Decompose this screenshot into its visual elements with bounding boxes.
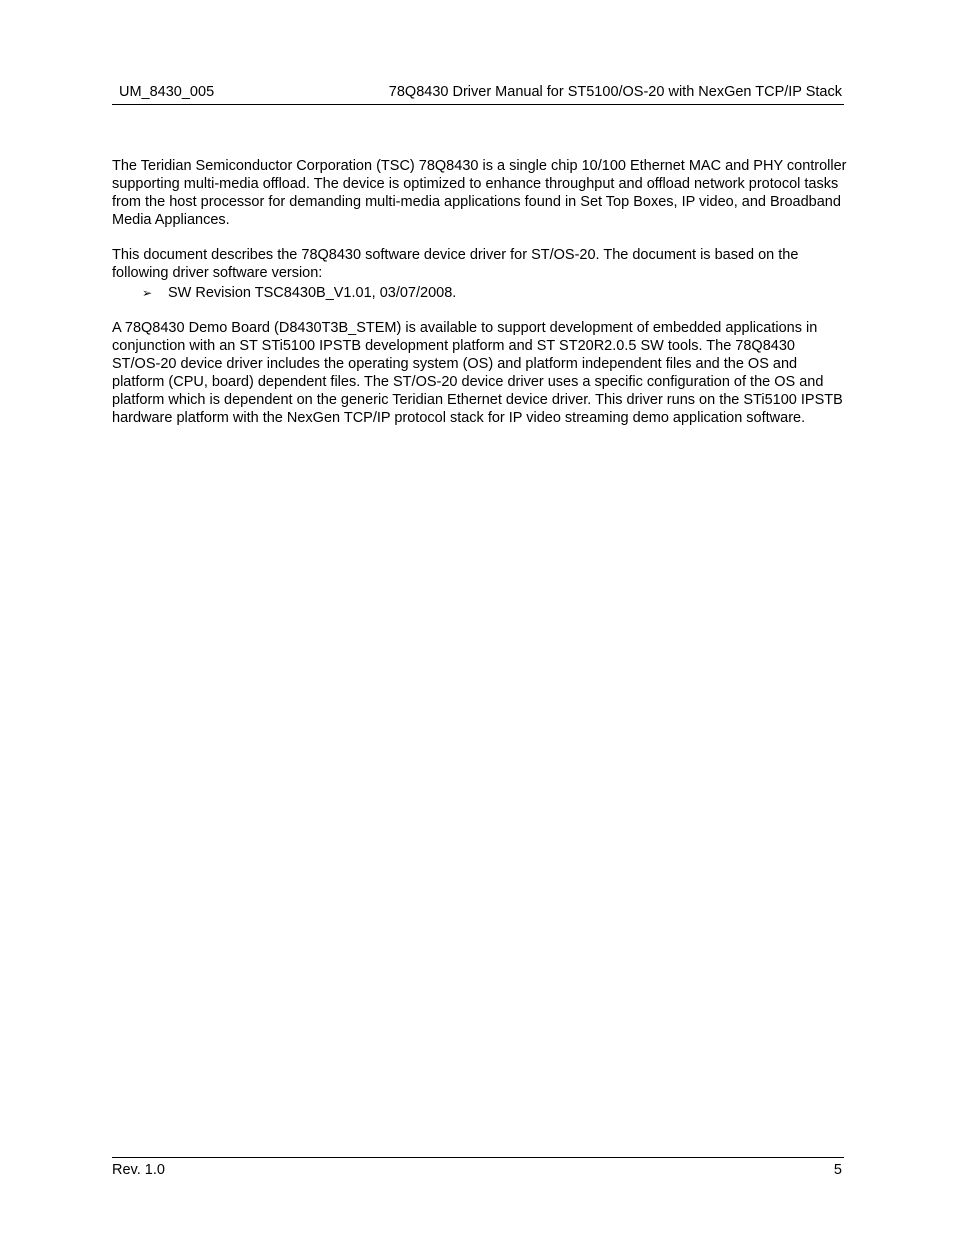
page-number: 5 [833, 1162, 842, 1178]
arrowhead-bullet-icon: ➢ [142, 286, 153, 300]
page-header [112, 84, 844, 105]
intro-paragraph: The Teridian Semiconductor Corporation (TSC) 78Q8430 is a single chip 10/100 Ethernet MAC and PHY controller supporting multi-media offload. The device is optimized to enhance throughput and offload network protocol tasks from the host processor for demanding multi-media applications found in Set Top Boxes, IP video, and Broadband Media Appliances. [112, 158, 847, 228]
document-id: UM_8430_005 [119, 84, 215, 100]
list-item [112, 284, 847, 302]
revision-label: Rev. 1.0 [112, 1162, 165, 1178]
document-body [112, 157, 847, 444]
version-list [112, 284, 847, 302]
demo-board-paragraph: A 78Q8430 Demo Board (D8430T3B_STEM) is available to support development of embedded applications in conjunction with an ST STi5100 IPSTB development platform and ST ST20R2.0.5 SW tools. The 78Q8430 ST/OS-20 device driver includes the operating system (OS) and platform independent files and the OS and platform (CPU, board) dependent files. The ST/OS-20 device driver uses a specific configuration of the OS and platform which is dependent on the generic Teridian Ethernet device driver. This driver runs on the STi5100 IPSTB hardware platform with the NexGen TCP/IP protocol stack for IP video streaming demo application software. [112, 320, 843, 426]
document-title: 78Q8430 Driver Manual for ST5100/OS-20 with NexGen TCP/IP Stack [388, 84, 842, 100]
page-footer [112, 1157, 844, 1178]
description-paragraph: This document describes the 78Q8430 software device driver for ST/OS-20. The document is based on the following driver software version: [112, 247, 799, 281]
list-item-text: SW Revision TSC8430B_V1.01, 03/07/2008. [168, 285, 457, 301]
